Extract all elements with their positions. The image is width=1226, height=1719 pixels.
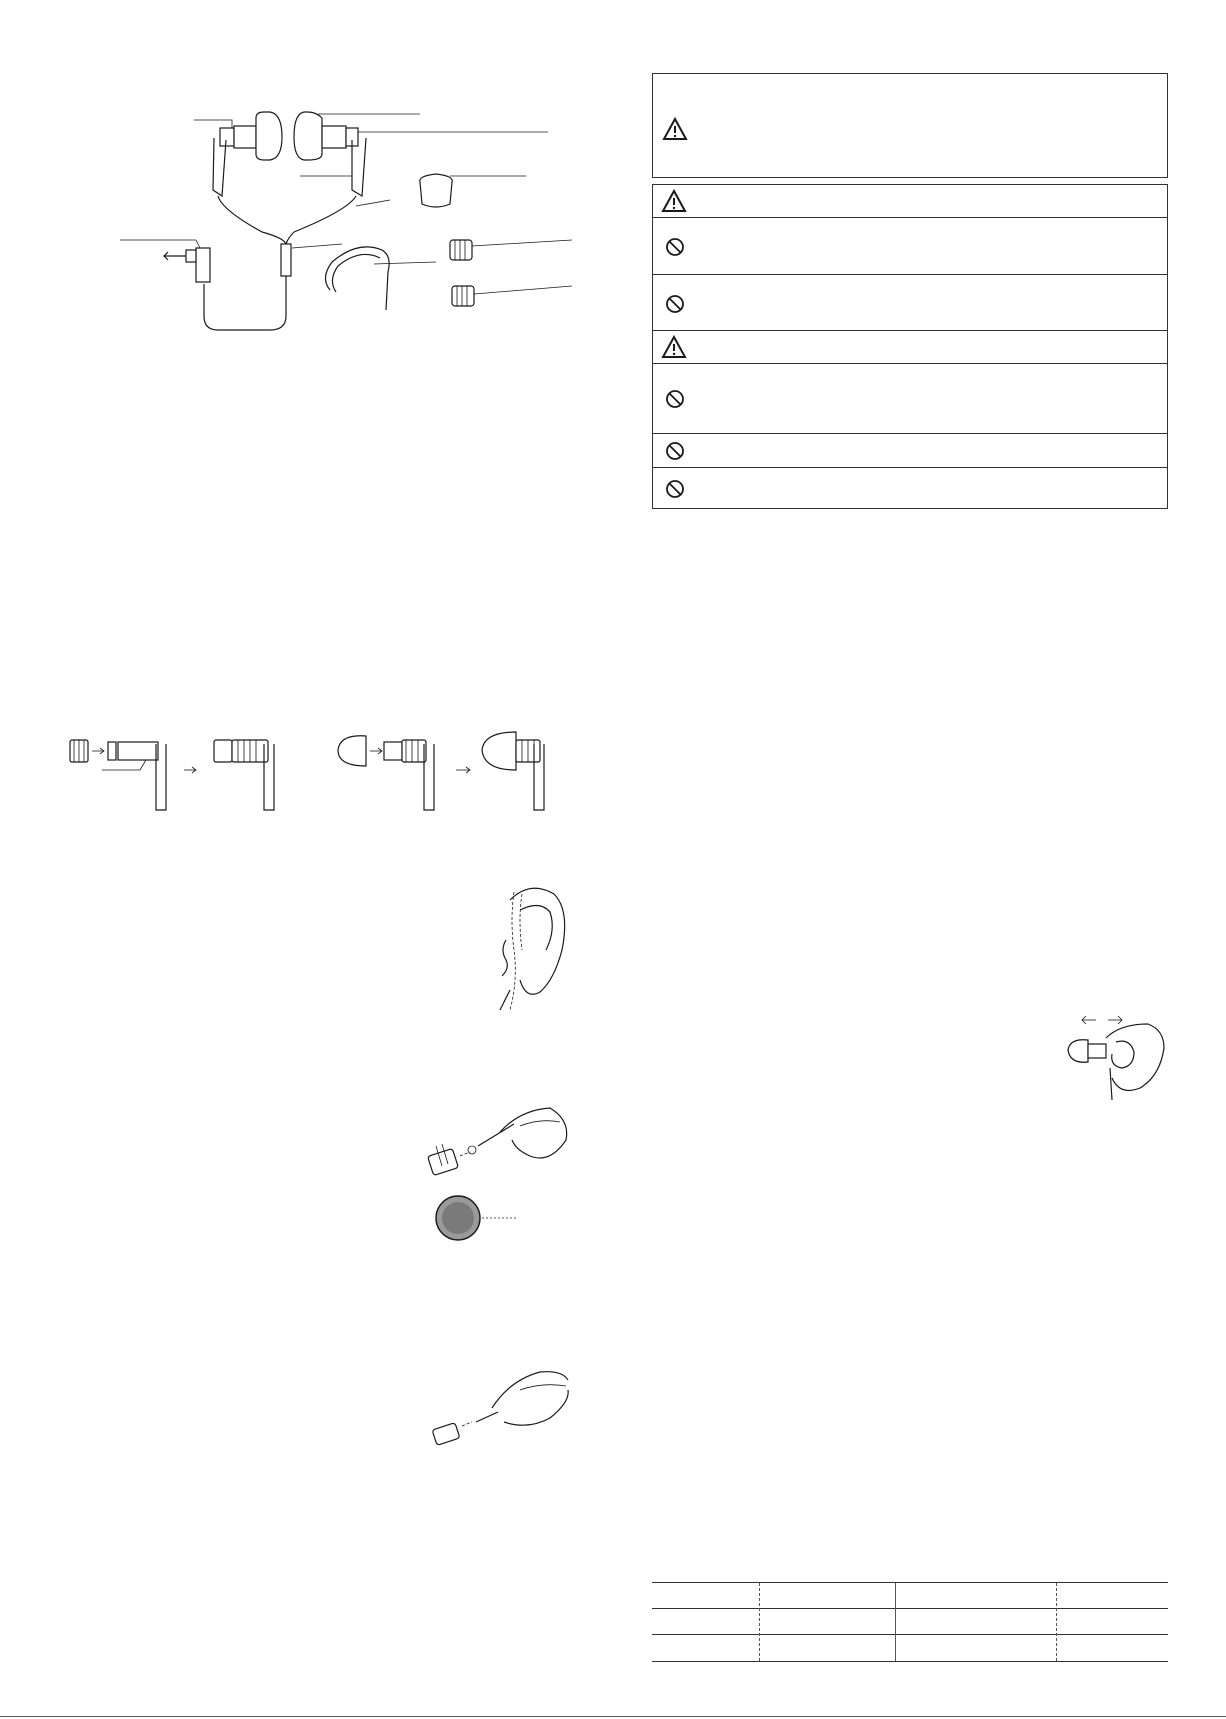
adapter-attach-illustration — [0, 720, 620, 830]
ear-wearing-figure — [470, 880, 580, 1020]
right-earphone-icon — [294, 112, 366, 232]
ear-illustration — [470, 880, 580, 1020]
prohibition-icon — [665, 479, 685, 499]
warning-triangle-icon — [661, 335, 687, 359]
caution-heading-row — [653, 330, 1167, 363]
page-bottom-rule — [0, 1716, 1226, 1717]
plug-cleaning-illustration — [420, 1360, 580, 1460]
prohibition-icon — [665, 237, 685, 257]
assembly-figures — [0, 720, 620, 830]
warning-row-4 — [653, 433, 1167, 467]
spec-col-divider — [895, 1583, 896, 1661]
eartip-icon — [420, 174, 452, 207]
fit-adjust-illustration — [1060, 1008, 1170, 1108]
parts-diagram — [0, 0, 620, 360]
cable-slider — [281, 244, 291, 276]
warning-triangle-icon — [662, 117, 688, 141]
earphone-parts-illustration — [0, 0, 620, 360]
safety-warning-table — [652, 73, 1168, 178]
warning-row-5 — [653, 467, 1167, 510]
plug-cleaning-figure — [420, 1360, 580, 1460]
fit-adjust-figure — [1060, 1008, 1170, 1108]
spec-col-divider — [1056, 1583, 1057, 1661]
warning-row-2 — [653, 274, 1167, 330]
adapter-small-icon — [450, 240, 472, 260]
warning-heading-row — [653, 185, 1167, 217]
ear-hanger-icon — [325, 247, 389, 310]
warning-row-3 — [653, 363, 1167, 433]
prohibition-icon — [665, 294, 685, 314]
warning-row-1 — [653, 217, 1167, 274]
warning-triangle-icon — [661, 189, 687, 213]
cleaning-illustration — [420, 1100, 580, 1250]
adapter-large-icon — [452, 286, 474, 306]
spec-table-row-rule — [652, 1634, 1168, 1635]
spec-table-top-rule — [652, 1582, 1168, 1583]
stereo-plug-icon — [164, 248, 210, 282]
prohibition-icon — [665, 389, 685, 409]
filter-cleaning-figure — [420, 1100, 580, 1250]
spec-table-bottom-rule — [652, 1661, 1168, 1662]
spec-col-divider — [759, 1583, 760, 1661]
spec-table-row-rule — [652, 1608, 1168, 1609]
warning-section — [652, 184, 1168, 509]
prohibition-icon — [665, 441, 685, 461]
left-earphone-icon — [213, 112, 282, 232]
